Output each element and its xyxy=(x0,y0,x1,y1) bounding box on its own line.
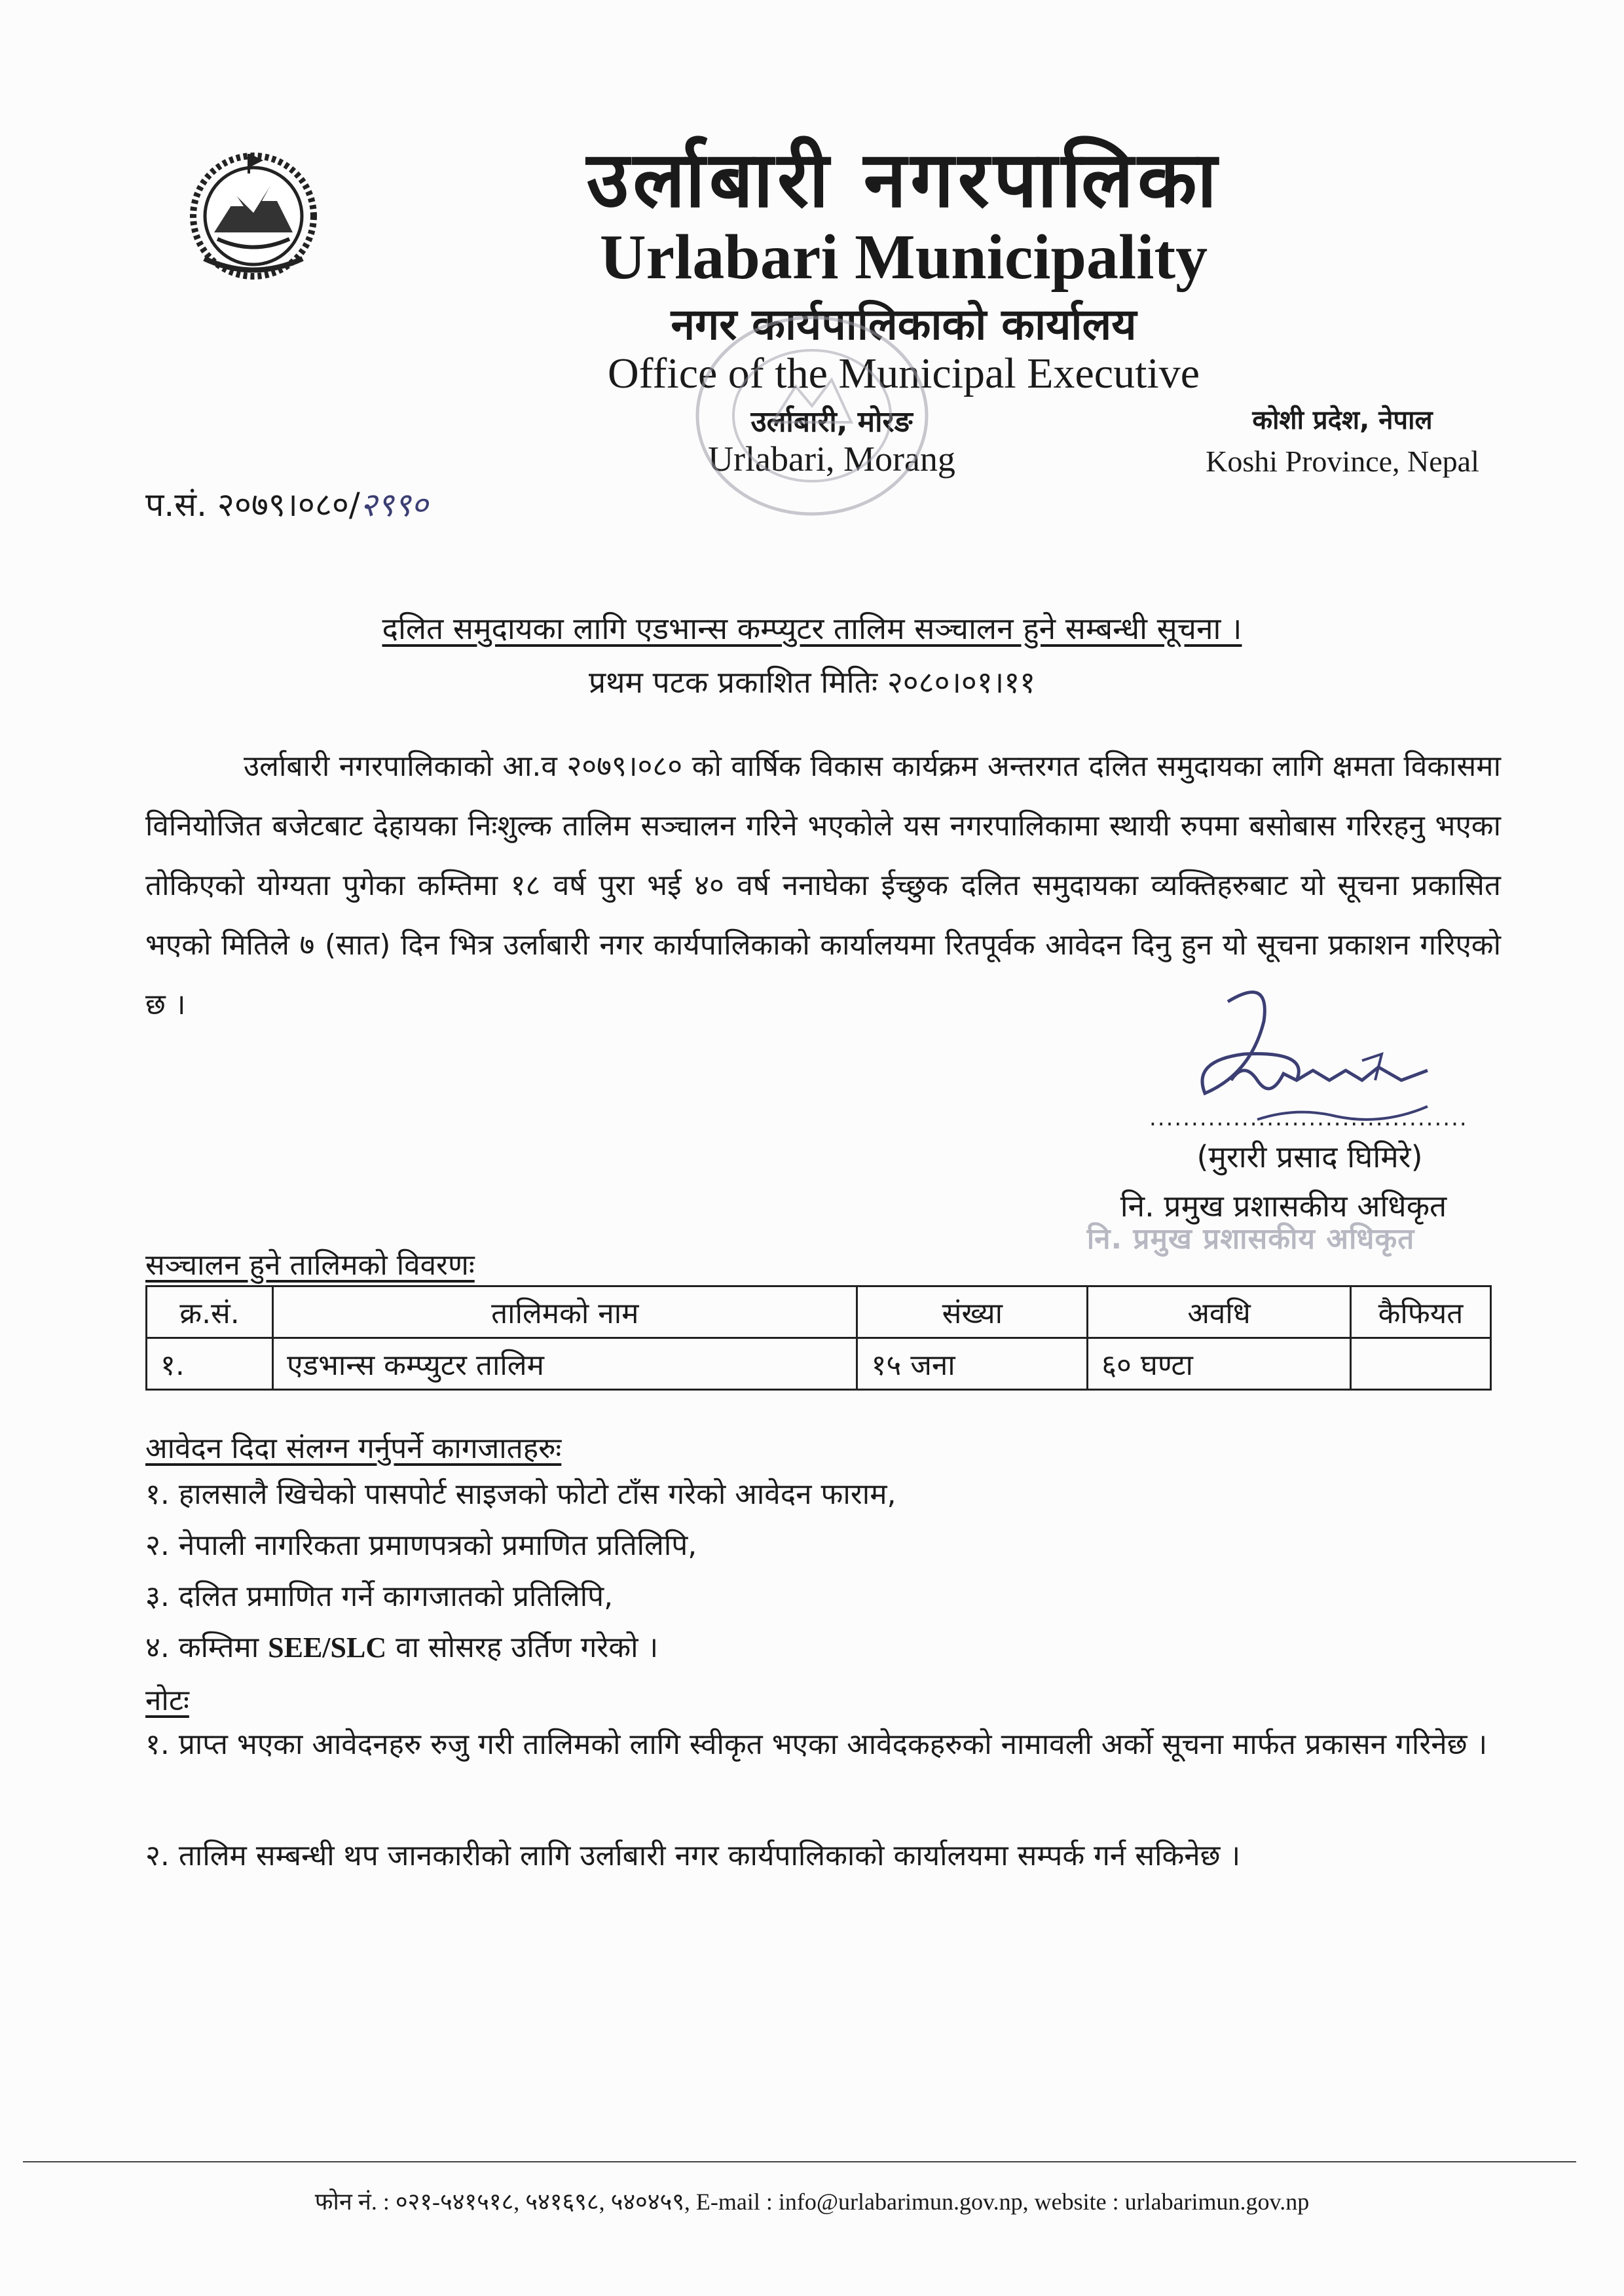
footer-contact: फोन नं. : ०२१-५४१५१८, ५४१६९८, ५४०४५९, E-mail : info@urlabarimun.gov.np, website : urlabarimun.gov.np xyxy=(314,2189,1310,2215)
list-item: १. हालसालै खिचेको पासपोर्ट साइजको फोटो टाँस गरेको आवेदन फाराम, xyxy=(145,1478,896,1511)
table-cell: १५ जना xyxy=(857,1338,1088,1390)
column-header: कैफियत xyxy=(1351,1286,1491,1338)
list-item: ३. दलित प्रमाणित गर्ने कागजातको प्रतिलिपि, xyxy=(145,1580,614,1613)
table-cell xyxy=(1351,1338,1491,1390)
signature-line: ...................................... xyxy=(1149,1105,1468,1131)
list-item-qualification: SEE/SLC xyxy=(268,1631,387,1664)
province-nepali: कोशी प्रदेश, नेपाल xyxy=(1252,405,1433,435)
signatory-rubber-stamp: नि. प्रमुख प्रशासकीय अधिकृत xyxy=(1086,1222,1415,1256)
column-header: संख्या xyxy=(857,1286,1088,1338)
list-item-suffix: वा सोसरह उर्तिण गरेको । xyxy=(396,1631,659,1664)
column-header: क्र.सं. xyxy=(147,1286,273,1338)
municipality-emblem-icon xyxy=(178,141,329,282)
notice-subject: दलित समुदायका लागि एडभान्स कम्प्युटर तालिम सञ्चालन हुने सम्बन्धी सूचना । xyxy=(382,611,1242,646)
notice-body: उर्लाबारी नगरपालिकाको आ.व २०७९।०८० को वार्षिक विकास कार्यक्रम अन्तरगत दलित समुदायका लागि क्षमता विकासमा विनियोजित बजेटबाट देहायका निःशुल्क तालिम सञ्चालन गरिने भएकोले यस नगरपालिकामा स्थायी रुपमा बसोबास गरिरहनु भएका तोकिएको योग्यता पुगेका कम्तिमा १८ वर्ष पुरा भई ४० वर्ष ननाघेका ईच्छुक दलित समुदायका व्यक्तिहरुबाट यो सूचना प्रकासित भएको मितिले ७ (सात) दिन भित्र उर्लाबारी नगर कार्यपालिकाको कार्यालयमा रितपूर्वक आवेदन दिनु हुन यो सूचना प्रकाशन गरिएको छ । xyxy=(145,750,1502,1021)
list-item xyxy=(145,1626,658,1666)
signatory-name: (मुरारी प्रसाद घिमिरे) xyxy=(1196,1139,1423,1175)
list-item-prefix: ४. कम्तिमा xyxy=(145,1631,259,1664)
table-cell: १. xyxy=(147,1338,273,1390)
training-table-heading: सञ्चालन हुने तालिमको विवरणः xyxy=(145,1248,475,1282)
notes-heading: नोटः xyxy=(145,1684,189,1717)
footer-divider xyxy=(23,2161,1576,2162)
documents-heading: आवेदन दिदा संलग्न गर्नुपर्ने कागजातहरुः xyxy=(145,1432,562,1465)
location-english: Urlabari, Morang xyxy=(708,439,955,479)
location-nepali: उर्लाबारी, मोरङ xyxy=(750,405,913,439)
publication-date: प्रथम पटक प्रकाशित मितिः २०८०।०१।११ xyxy=(588,665,1036,700)
municipality-name-nepali: उर्लाबारी नगरपालिका xyxy=(586,134,1221,225)
office-name-nepali: नगर कार्यपालिकाको कार्यालय xyxy=(671,299,1137,350)
province-english: Koshi Province, Nepal xyxy=(1206,445,1479,478)
reference-label: प.सं. २०७९।०८०/ xyxy=(145,486,360,524)
signatory-title: नि. प्रमुख प्रशासकीय अधिकृत xyxy=(1120,1188,1447,1224)
reference-number xyxy=(145,481,428,526)
column-header: तालिमको नाम xyxy=(273,1286,857,1338)
table-row xyxy=(147,1338,1491,1390)
training-table xyxy=(145,1285,1492,1391)
list-item: २. नेपाली नागरिकता प्रमाणपत्रको प्रमाणित प्रतिलिपि, xyxy=(145,1529,697,1562)
office-seal-stamp xyxy=(674,308,950,524)
column-header: अवधि xyxy=(1088,1286,1351,1338)
table-cell: ६० घण्टा xyxy=(1088,1338,1351,1390)
table-cell: एडभान्स कम्प्युटर तालिम xyxy=(273,1338,857,1390)
reference-handwritten-number: २९९० xyxy=(360,486,428,524)
table-header-row xyxy=(147,1286,1491,1338)
handwritten-signature xyxy=(1166,982,1506,1159)
office-name-english: Office of the Municipal Executive xyxy=(607,350,1200,397)
note-item: २. तालिम सम्बन्धी थप जानकारीको लागि उर्लाबारी नगर कार्यपालिकाको कार्यालयमा सम्पर्क गर्न सकिनेछ । xyxy=(145,1839,1241,1872)
municipality-name-english: Urlabari Municipality xyxy=(599,222,1208,293)
note-item: १. प्राप्त भएका आवेदनहरु रुजु गरी तालिमको लागि स्वीकृत भएका आवेदकहरुको नामावली अर्को सूचना मार्फत प्रकासन गरिनेछ । xyxy=(145,1728,1488,1761)
